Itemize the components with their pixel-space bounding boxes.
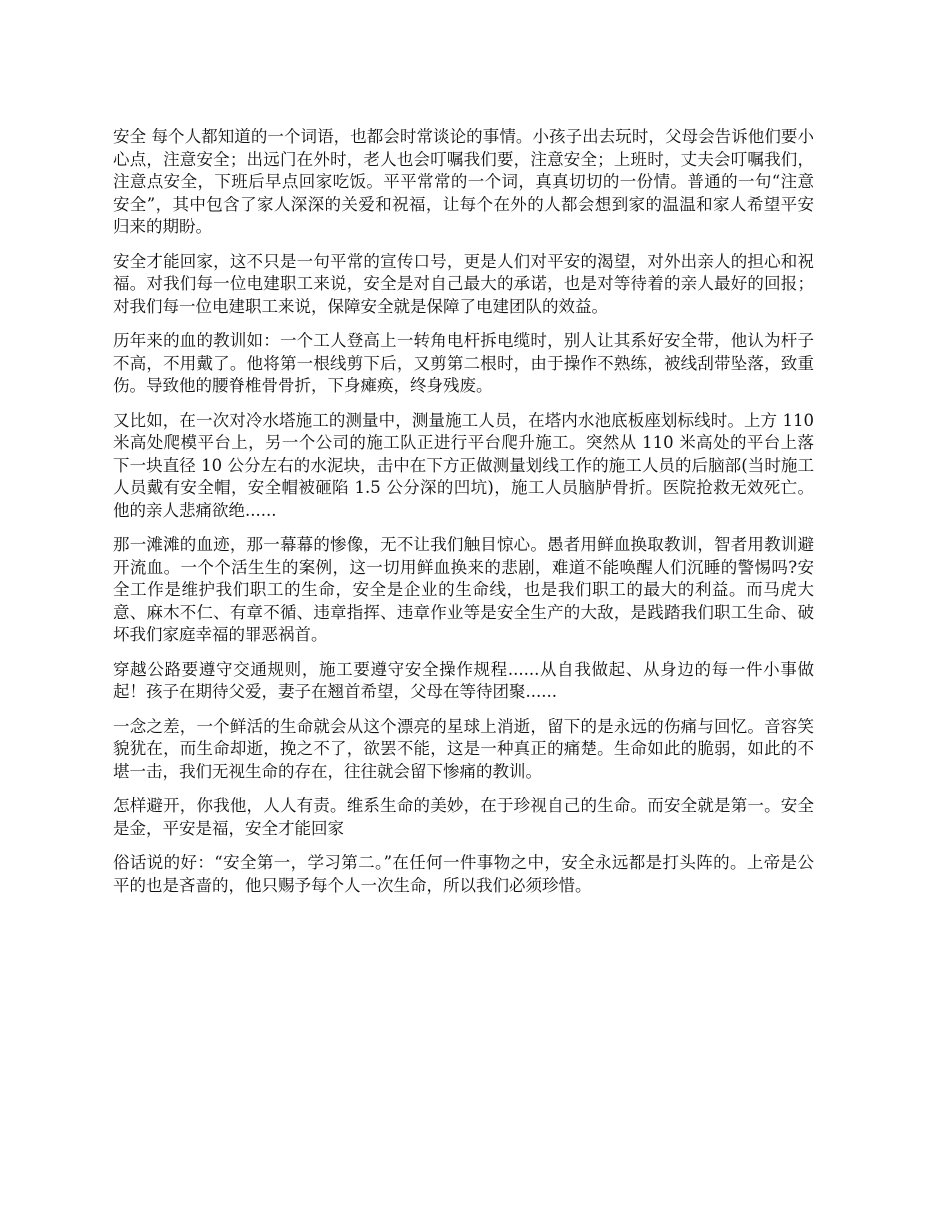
paragraph-9: 俗话说的好：“安全第一，学习第二。”在任何一件事物之中，安全永远都是打头阵的。上帝是公平的也是吝啬的，他只赐予每个人一次生命，所以我们必须珍惜。 (113, 853, 814, 895)
paragraph-4: 又比如，在一次对冷水塔施工的测量中，测量施工人员，在塔内水池底板座划标线时。上方 110 米高处爬模平台上，另一个公司的施工队正进行平台爬升施工。突然从 110 米高处的平台上落下一块直径 10 公分左右的水泥块，击中在下方正做测量划线工作的施工人员的后脑部(当时施工人员戴有安全帽，安全帽被砸陷 1.5 公分深的凹坑)，施工人员脑胪骨折。医院抢救无效死亡。他的亲人悲痛欲绝...... (113, 410, 814, 520)
paragraph-7: 一念之差，一个鲜活的生命就会从这个漂亮的星球上消逝，留下的是永远的伤痛与回忆。音容笑貌犹在，而生命却逝，挽之不了，欲罢不能，这是一种真正的痛楚。生命如此的脆弱，如此的不堪一击，我们无视生命的存在，往往就会留下惨痛的教训。 (113, 716, 814, 781)
paragraph-3: 历年来的血的教训如：一个工人登高上一转角电杆拆电缆时，别人让其系好安全带，他认为杆子不高，不用戴了。他将第一根线剪下后，又剪第二根时，由于操作不熟练，被线刮带坠落，致重伤。导致他的腰脊椎骨骨折，下身瘫痪，终身残废。 (113, 331, 814, 395)
paragraph-6: 穿越公路要遵守交通规则，施工要遵守安全操作规程......从自我做起、从身边的每一件小事做起！孩子在期待父爱，妻子在翘首希望，父母在等待团聚...... (113, 659, 814, 701)
paragraph-5: 那一滩滩的血迹，那一幕幕的惨像，无不让我们触目惊心。愚者用鲜血换取教训，智者用教训避开流血。一个个活生生的案例，这一切用鲜血换来的悲剧，难道不能唤醒人们沉睡的警惕吗?安全工作是维护我们职工的生命，安全是企业的生命线，也是我们职工的最大的利益。而马虎大意、麻木不仁、有章不循、违章指挥、违章作业等是安全生产的大敌，是践踏我们职工生命、破坏我们家庭幸福的罪恶祸首。 (113, 535, 814, 644)
paragraph-2: 安全才能回家，这不只是一句平常的宣传口号，更是人们对平安的渴望，对外出亲人的担心和祝福。对我们每一位电建职工来说，安全是对自己最大的承诺，也是对等待着的亲人最好的回报；对我们每一位电建职工来说，保障安全就是保障了电建团队的效益。 (113, 251, 814, 316)
paragraph-8: 怎样避开，你我他，人人有责。维系生命的美妙，在于珍视自己的生命。而安全就是第一。安全是金，平安是福，安全才能回家 (113, 796, 814, 838)
paragraph-1: 安全 每个人都知道的一个词语，也都会时常谈论的事情。小孩子出去玩时，父母会告诉他们要小心点，注意安全；出远门在外时，老人也会叮嘱我们要，注意安全；上班时，丈夫会叮嘱我们，注意点安全，下班后早点回家吃饭。平平常常的一个词，真真切切的一份情。普通的一句“注意安全”，其中包含了家人深深的关爱和祝福，让每个在外的人都会想到家的温温和家人希望平安归来的期盼。 (113, 127, 814, 236)
